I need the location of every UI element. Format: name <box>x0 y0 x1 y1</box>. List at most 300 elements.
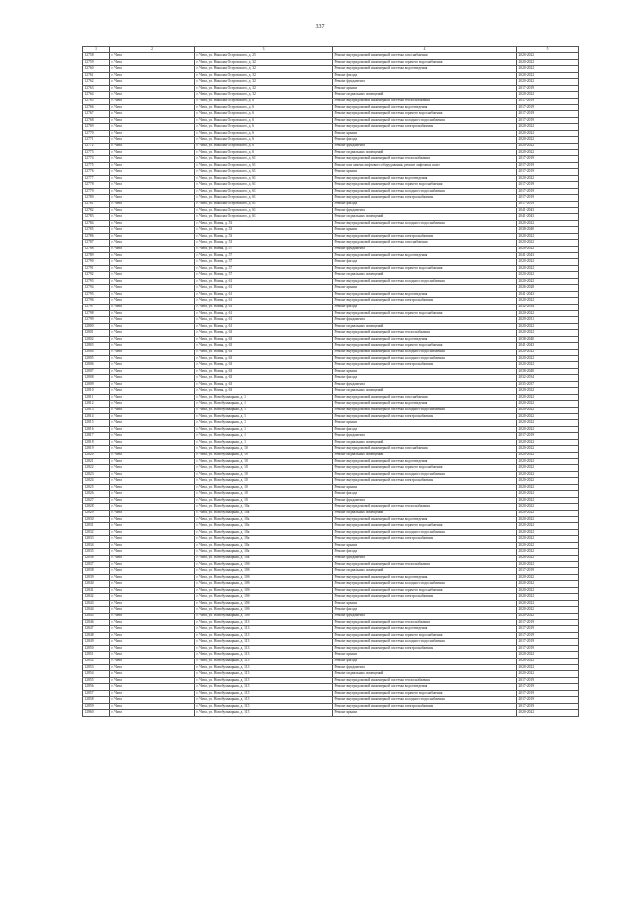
address-cell: г. Чита, ул. Николая Островского, д. 25 <box>195 53 333 59</box>
address-cell: г. Чита, ул. Новобульварная, д. 115 <box>195 684 333 690</box>
locality-cell: г. Чита <box>110 484 195 490</box>
row-number-cell: 12771 <box>83 137 110 143</box>
row-number-cell: 12852 <box>83 658 110 664</box>
row-number-cell: 12782 <box>83 207 110 213</box>
row-number-cell: 12798 <box>83 310 110 316</box>
address-cell: г. Чита, ул. Новая, д. 63 <box>195 375 333 381</box>
period-cell: 2020-2022 <box>517 426 579 432</box>
address-cell: г. Чита, ул. Николая Островского, д. 32 <box>195 85 333 91</box>
period-cell: 2020-2022 <box>517 607 579 613</box>
header-cell: 1 <box>83 47 110 53</box>
locality-cell: г. Чита <box>110 272 195 278</box>
address-cell: г. Чита, ул. Новобульварная, д. 10б <box>195 562 333 568</box>
period-cell: 2020-2022 <box>517 581 579 587</box>
address-cell: г. Чита, ул. Новобульварная, д. 113 <box>195 639 333 645</box>
locality-cell: г. Чита <box>110 162 195 168</box>
address-cell: г. Чита, ул. Николая Островского, д. 61 <box>195 169 333 175</box>
locality-cell: г. Чита <box>110 652 195 658</box>
period-cell: 2020-2022 <box>517 265 579 271</box>
work-type-cell: Ремонт фундамента <box>333 665 517 671</box>
locality-cell: г. Чита <box>110 137 195 143</box>
locality-cell: г. Чита <box>110 72 195 78</box>
address-cell: г. Чита, ул. Николая Островского, д. 32 <box>195 59 333 65</box>
work-type-cell: Ремонт фасада <box>333 259 517 265</box>
locality-cell: г. Чита <box>110 195 195 201</box>
row-number-cell: 12828 <box>83 504 110 510</box>
row-number-cell: 12826 <box>83 491 110 497</box>
address-cell: г. Чита, ул. Николая Островского, д. 32 <box>195 79 333 85</box>
locality-cell: г. Чита <box>110 310 195 316</box>
work-type-cell: Ремонт внутридомовой инженерной системы холодного водоснабжения <box>333 349 517 355</box>
period-cell: 2020-2022 <box>517 150 579 156</box>
locality-cell: г. Чита <box>110 465 195 471</box>
row-number-cell: 12847 <box>83 626 110 632</box>
address-cell: г. Чита, ул. Новая, д. 53 <box>195 220 333 226</box>
address-cell: г. Чита, ул. Новая, д. 61 <box>195 298 333 304</box>
address-cell: г. Чита, ул. Новобульварная, д. 10 <box>195 471 333 477</box>
period-cell: 2020-2022 <box>517 413 579 419</box>
row-number-cell: 12858 <box>83 697 110 703</box>
period-cell: 2020-2022 <box>517 246 579 252</box>
locality-cell: г. Чита <box>110 291 195 297</box>
address-cell: г. Чита, ул. Николая Островского, д. 61 <box>195 162 333 168</box>
work-type-cell: Ремонт фундамента <box>333 79 517 85</box>
locality-cell: г. Чита <box>110 59 195 65</box>
row-number-cell: 12779 <box>83 188 110 194</box>
locality-cell: г. Чита <box>110 587 195 593</box>
locality-cell: г. Чита <box>110 710 195 716</box>
locality-cell: г. Чита <box>110 433 195 439</box>
row-number-cell: 12769 <box>83 124 110 130</box>
address-cell: г. Чита, ул. Новобульварная, д. 113 <box>195 626 333 632</box>
period-cell: 2020-2022 <box>517 259 579 265</box>
locality-cell: г. Чита <box>110 420 195 426</box>
work-type-cell: Ремонт внутридомовой инженерной системы электроснабжения <box>333 362 517 368</box>
locality-cell: г. Чита <box>110 253 195 259</box>
address-cell: г. Чита, ул. Новая, д. 61 <box>195 323 333 329</box>
period-cell: 2020-2022 <box>517 59 579 65</box>
row-number-cell: 12778 <box>83 182 110 188</box>
period-cell: 2020-2022 <box>517 330 579 336</box>
work-type-cell: Ремонт подвальных помещений <box>333 272 517 278</box>
address-cell: г. Чита, ул. Новобульварная, д. 10а <box>195 542 333 548</box>
address-cell: г. Чита, ул. Новая, д. 61 <box>195 310 333 316</box>
row-number-cell: 12766 <box>83 104 110 110</box>
locality-cell: г. Чита <box>110 613 195 619</box>
row-number-cell: 12813 <box>83 407 110 413</box>
work-type-cell: Ремонт фундамента <box>333 433 517 439</box>
period-cell: 2041-2043 <box>517 291 579 297</box>
period-cell: 2017-2019 <box>517 568 579 574</box>
address-cell: г. Чита, ул. Новая, д. 53 <box>195 240 333 246</box>
work-type-cell: Ремонт фасада <box>333 375 517 381</box>
row-number-cell: 12776 <box>83 169 110 175</box>
row-number-cell: 12777 <box>83 175 110 181</box>
work-type-cell: Ремонт фасада <box>333 137 517 143</box>
address-cell: г. Чита, ул. Николая Островского, д. 61 <box>195 188 333 194</box>
page-number: 337 <box>315 24 325 30</box>
address-cell: г. Чита, ул. Новая, д. 57 <box>195 265 333 271</box>
locality-cell: г. Чита <box>110 658 195 664</box>
row-number-cell: 12774 <box>83 156 110 162</box>
work-type-cell: Ремонт фасада <box>333 658 517 664</box>
work-type-cell: Ремонт внутридомовой инженерной системы холодного водоснабжения <box>333 639 517 645</box>
locality-cell: г. Чита <box>110 471 195 477</box>
address-cell: г. Чита, ул. Новая, д. 57 <box>195 272 333 278</box>
row-number-cell: 12822 <box>83 465 110 471</box>
row-number-cell: 12834 <box>83 542 110 548</box>
address-cell: г. Чита, ул. Новобульварная, д. 10а <box>195 510 333 516</box>
locality-cell: г. Чита <box>110 504 195 510</box>
work-type-cell: Ремонт внутридомовой инженерной системы электроснабжения <box>333 536 517 542</box>
work-type-cell: Ремонт внутридомовой инженерной системы электроснабжения <box>333 594 517 600</box>
period-cell: 2020-2022 <box>517 310 579 316</box>
period-cell: 2020-2022 <box>517 484 579 490</box>
row-number-cell: 12844 <box>83 607 110 613</box>
address-cell: г. Чита, ул. Новобульварная, д. 113 <box>195 671 333 677</box>
locality-cell: г. Чита <box>110 304 195 310</box>
work-type-cell: Ремонт внутридомовой инженерной системы холодного водоснабжения <box>333 407 517 413</box>
locality-cell: г. Чита <box>110 452 195 458</box>
work-type-cell: Ремонт внутридомовой инженерной системы холодного водоснабжения <box>333 529 517 535</box>
address-cell: г. Чита, ул. Николая Островского, д. 6 <box>195 98 333 104</box>
row-number-cell: 12808 <box>83 375 110 381</box>
address-cell: г. Чита, ул. Новобульварная, д. 10 <box>195 478 333 484</box>
period-cell: 2020-2022 <box>517 356 579 362</box>
row-number-cell: 12849 <box>83 639 110 645</box>
address-cell: г. Чита, ул. Николая Островского, д. 32 <box>195 72 333 78</box>
period-cell: 2020-2022 <box>517 710 579 716</box>
address-cell: г. Чита, ул. Новобульварная, д. 10б <box>195 607 333 613</box>
work-type-cell: Ремонт внутридомовой инженерной системы водоотведения <box>333 574 517 580</box>
locality-cell: г. Чита <box>110 214 195 220</box>
work-type-cell: Ремонт фасада <box>333 304 517 310</box>
row-number-cell: 12765 <box>83 98 110 104</box>
period-cell: 2035-2037 <box>517 381 579 387</box>
locality-cell: г. Чита <box>110 368 195 374</box>
period-cell: 2020-2022 <box>517 671 579 677</box>
period-cell: 2020-2022 <box>517 523 579 529</box>
row-number-cell: 12835 <box>83 549 110 555</box>
work-type-cell: Ремонт подвальных помещений <box>333 568 517 574</box>
work-type-cell: Ремонт крыши <box>333 285 517 291</box>
period-cell: 2029-2031 <box>517 317 579 323</box>
period-cell: 2020-2022 <box>517 555 579 561</box>
locality-cell: г. Чита <box>110 124 195 130</box>
row-number-cell: 12773 <box>83 150 110 156</box>
address-cell: г. Чита, ул. Новая, д. 63 <box>195 368 333 374</box>
locality-cell: г. Чита <box>110 233 195 239</box>
work-type-cell: Ремонт внутридомовой инженерной системы газоснабжения <box>333 240 517 246</box>
locality-cell: г. Чита <box>110 182 195 188</box>
period-cell: 2017-2019 <box>517 156 579 162</box>
period-cell: 2041-2043 <box>517 214 579 220</box>
period-cell: 2017-2019 <box>517 111 579 117</box>
period-cell: 2020-2022 <box>517 459 579 465</box>
locality-cell: г. Чита <box>110 703 195 709</box>
row-number-cell: 12823 <box>83 471 110 477</box>
row-number-cell: 12794 <box>83 285 110 291</box>
work-type-cell: Ремонт крыши <box>333 368 517 374</box>
period-cell: 2020-2022 <box>517 497 579 503</box>
work-type-cell: Ремонт фундамента <box>333 613 517 619</box>
period-cell: 2020-2022 <box>517 388 579 394</box>
address-cell: г. Чита, ул. Новая, д. 61 <box>195 285 333 291</box>
row-number-cell: 12846 <box>83 619 110 625</box>
period-cell: 2017-2019 <box>517 98 579 104</box>
address-cell: г. Чита, ул. Новобульварная, д. 10б <box>195 594 333 600</box>
address-cell: г. Чита, ул. Новобульварная, д. 1 <box>195 439 333 445</box>
address-cell: г. Чита, ул. Николая Островского, д. 6 <box>195 143 333 149</box>
row-number-cell: 12781 <box>83 201 110 207</box>
period-cell: 2020-2022 <box>517 92 579 98</box>
row-number-cell: 12843 <box>83 600 110 606</box>
period-cell: 2017-2019 <box>517 684 579 690</box>
period-cell: 2020-2022 <box>517 574 579 580</box>
period-cell: 2020-2022 <box>517 658 579 664</box>
locality-cell: г. Чита <box>110 85 195 91</box>
work-type-cell: Ремонт внутридомовой инженерной системы электроснабжения <box>333 703 517 709</box>
locality-cell: г. Чита <box>110 626 195 632</box>
work-type-cell: Ремонт внутридомовой инженерной системы теплоснабжения <box>333 619 517 625</box>
locality-cell: г. Чита <box>110 285 195 291</box>
address-cell: г. Чита, ул. Николая Островского, д. 6 <box>195 117 333 123</box>
locality-cell: г. Чита <box>110 446 195 452</box>
period-cell: 2020-2022 <box>517 298 579 304</box>
row-number-cell: 12795 <box>83 291 110 297</box>
address-cell: г. Чита, ул. Новая, д. 61 <box>195 304 333 310</box>
period-cell: 2020-2022 <box>517 600 579 606</box>
period-cell: 2017-2019 <box>517 626 579 632</box>
work-type-cell: Ремонт внутридомовой инженерной системы горячего водоснабжения <box>333 182 517 188</box>
locality-cell: г. Чита <box>110 188 195 194</box>
work-type-cell: Ремонт внутридомовой инженерной системы электроснабжения <box>333 298 517 304</box>
work-type-cell: Ремонт внутридомовой инженерной системы электроснабжения <box>333 233 517 239</box>
locality-cell: г. Чита <box>110 220 195 226</box>
period-cell: 2017-2019 <box>517 433 579 439</box>
row-number-cell: 12793 <box>83 278 110 284</box>
period-cell: 2017-2019 <box>517 632 579 638</box>
locality-cell: г. Чита <box>110 201 195 207</box>
address-cell: г. Чита, ул. Новобульварная, д. 1 <box>195 413 333 419</box>
address-cell: г. Чита, ул. Новая, д. 63 <box>195 362 333 368</box>
work-type-cell: Ремонт внутридомовой инженерной системы водоотведения <box>333 175 517 181</box>
locality-cell: г. Чита <box>110 240 195 246</box>
locality-cell: г. Чита <box>110 150 195 156</box>
row-number-cell: 12854 <box>83 671 110 677</box>
row-number-cell: 12819 <box>83 446 110 452</box>
work-type-cell: Ремонт внутридомовой инженерной системы холодного водоснабжения <box>333 278 517 284</box>
work-type-cell: Ремонт внутридомовой инженерной системы горячего водоснабжения <box>333 265 517 271</box>
row-number-cell: 12831 <box>83 523 110 529</box>
address-cell: г. Чита, ул. Новобульварная, д. 113 <box>195 645 333 651</box>
address-cell: г. Чита, ул. Новобульварная, д. 1 <box>195 433 333 439</box>
work-type-cell: Ремонт внутридомовой инженерной системы холодного водоснабжения <box>333 188 517 194</box>
work-type-cell: Ремонт фасада <box>333 201 517 207</box>
address-cell: г. Чита, ул. Новая, д. 53 <box>195 227 333 233</box>
row-number-cell: 12761 <box>83 72 110 78</box>
address-cell: г. Чита, ул. Новобульварная, д. 1 <box>195 401 333 407</box>
row-number-cell: 12812 <box>83 401 110 407</box>
work-type-cell: Ремонт подвальных помещений <box>333 452 517 458</box>
address-cell: г. Чита, ул. Новобульварная, д. 10а <box>195 523 333 529</box>
period-cell: 2020-2022 <box>517 542 579 548</box>
work-type-cell: Ремонт крыши <box>333 710 517 716</box>
work-type-cell: Ремонт внутридомовой инженерной системы водоотведения <box>333 459 517 465</box>
work-type-cell: Ремонт фасада <box>333 72 517 78</box>
address-cell: г. Чита, ул. Николая Островского, д. 6 <box>195 130 333 136</box>
period-cell: 2020-2022 <box>517 130 579 136</box>
address-cell: г. Чита, ул. Новобульварная, д. 10 <box>195 465 333 471</box>
locality-cell: г. Чита <box>110 697 195 703</box>
row-number-cell: 12850 <box>83 645 110 651</box>
row-number-cell: 12759 <box>83 59 110 65</box>
header-cell: 4 <box>333 47 517 53</box>
row-number-cell: 12791 <box>83 265 110 271</box>
locality-cell: г. Чита <box>110 388 195 394</box>
locality-cell: г. Чита <box>110 336 195 342</box>
period-cell: 2020-2022 <box>517 510 579 516</box>
table-row <box>83 710 579 716</box>
row-number-cell: 12801 <box>83 330 110 336</box>
address-cell: г. Чита, ул. Николая Островского, д. 32 <box>195 66 333 72</box>
address-cell: г. Чита, ул. Новобульварная, д. 10 <box>195 484 333 490</box>
period-cell: 2020-2022 <box>517 362 579 368</box>
address-cell: г. Чита, ул. Новая, д. 63 <box>195 349 333 355</box>
locality-cell: г. Чита <box>110 607 195 613</box>
row-number-cell: 12839 <box>83 574 110 580</box>
work-type-cell: Ремонт внутридомовой инженерной системы водоотведения <box>333 516 517 522</box>
row-number-cell: 12806 <box>83 362 110 368</box>
address-cell: г. Чита, ул. Новая, д. 63 <box>195 381 333 387</box>
period-cell: 2020-2022 <box>517 504 579 510</box>
period-cell: 2032-2034 <box>517 375 579 381</box>
work-type-cell: Ремонт крыши <box>333 169 517 175</box>
period-cell: 2017-2019 <box>517 703 579 709</box>
row-number-cell: 12802 <box>83 336 110 342</box>
work-type-cell: Ремонт крыши <box>333 542 517 548</box>
row-number-cell: 12825 <box>83 484 110 490</box>
repair-schedule-table <box>82 46 579 717</box>
period-cell: 2041-2043 <box>517 207 579 213</box>
locality-cell: г. Чита <box>110 426 195 432</box>
row-number-cell: 12856 <box>83 684 110 690</box>
locality-cell: г. Чита <box>110 227 195 233</box>
address-cell: г. Чита, ул. Новобульварная, д. 10а <box>195 536 333 542</box>
work-type-cell: Ремонт внутридомовой инженерной системы теплоснабжения <box>333 98 517 104</box>
period-cell: 2020-2022 <box>517 66 579 72</box>
work-type-cell: Ремонт крыши <box>333 652 517 658</box>
locality-cell: г. Чита <box>110 349 195 355</box>
work-type-cell: Ремонт внутридомовой инженерной системы водоотведения <box>333 104 517 110</box>
work-type-cell: Ремонт подвальных помещений <box>333 671 517 677</box>
address-cell: г. Чита, ул. Новобульварная, д. 113 <box>195 658 333 664</box>
period-cell: 2020-2022 <box>517 79 579 85</box>
address-cell: г. Чита, ул. Николая Островского, д. 61 <box>195 175 333 181</box>
locality-cell: г. Чита <box>110 413 195 419</box>
row-number-cell: 12772 <box>83 143 110 149</box>
locality-cell: г. Чита <box>110 491 195 497</box>
period-cell: 2020-2022 <box>517 143 579 149</box>
row-number-cell: 12811 <box>83 394 110 400</box>
period-cell: 2017-2019 <box>517 182 579 188</box>
row-number-cell: 12821 <box>83 459 110 465</box>
row-number-cell: 12786 <box>83 233 110 239</box>
row-number-cell: 12820 <box>83 452 110 458</box>
locality-cell: г. Чита <box>110 600 195 606</box>
locality-cell: г. Чита <box>110 66 195 72</box>
work-type-cell: Ремонт внутридомовой инженерной системы горячего водоснабжения <box>333 111 517 117</box>
address-cell: г. Чита, ул. Новобульварная, д. 1 <box>195 394 333 400</box>
locality-cell: г. Чита <box>110 645 195 651</box>
work-type-cell: Ремонт фундамента <box>333 143 517 149</box>
locality-cell: г. Чита <box>110 401 195 407</box>
work-type-cell: Ремонт внутридомовой инженерной системы холодного водоснабжения <box>333 697 517 703</box>
row-number-cell: 12758 <box>83 53 110 59</box>
address-cell: г. Чита, ул. Новая, д. 61 <box>195 278 333 284</box>
locality-cell: г. Чита <box>110 665 195 671</box>
row-number-cell: 12845 <box>83 613 110 619</box>
locality-cell: г. Чита <box>110 529 195 535</box>
work-type-cell: Ремонт или замена лифтового оборудования, ремонт лифтовых шахт <box>333 162 517 168</box>
work-type-cell: Ремонт внутридомовой инженерной системы электроснабжения <box>333 478 517 484</box>
period-cell: 2020-2022 <box>517 124 579 130</box>
work-type-cell: Ремонт фасада <box>333 549 517 555</box>
row-number-cell: 12836 <box>83 555 110 561</box>
work-type-cell: Ремонт внутридомовой инженерной системы холодного водоснабжения <box>333 471 517 477</box>
address-cell: г. Чита, ул. Новобульварная, д. 10 <box>195 497 333 503</box>
row-number-cell: 12838 <box>83 568 110 574</box>
row-number-cell: 12780 <box>83 195 110 201</box>
work-type-cell: Ремонт фундамента <box>333 497 517 503</box>
address-cell: г. Чита, ул. Николая Островского, д. 6 <box>195 111 333 117</box>
locality-cell: г. Чита <box>110 478 195 484</box>
address-cell: г. Чита, ул. Новобульварная, д. 10б <box>195 568 333 574</box>
locality-cell: г. Чита <box>110 439 195 445</box>
locality-cell: г. Чита <box>110 298 195 304</box>
period-cell: 2017-2019 <box>517 162 579 168</box>
work-type-cell: Ремонт подвальных помещений <box>333 214 517 220</box>
work-type-cell: Ремонт внутридомовой инженерной системы теплоснабжения <box>333 562 517 568</box>
period-cell: 2020-2022 <box>517 529 579 535</box>
address-cell: г. Чита, ул. Новобульварная, д. 1 <box>195 420 333 426</box>
row-number-cell: 12832 <box>83 529 110 535</box>
address-cell: г. Чита, ул. Новобульварная, д. 113 <box>195 652 333 658</box>
work-type-cell: Ремонт внутридомовой инженерной системы холодного водоснабжения <box>333 220 517 226</box>
locality-cell: г. Чита <box>110 684 195 690</box>
row-number-cell: 12830 <box>83 516 110 522</box>
period-cell: 2020-2022 <box>517 549 579 555</box>
period-cell: 2017-2019 <box>517 104 579 110</box>
address-cell: г. Чита, ул. Новобульварная, д. 10 <box>195 459 333 465</box>
locality-cell: г. Чита <box>110 394 195 400</box>
period-cell: 2020-2022 <box>517 233 579 239</box>
row-number-cell: 12859 <box>83 703 110 709</box>
work-type-cell: Ремонт подвальных помещений <box>333 439 517 445</box>
period-cell: 2026-2028 <box>517 285 579 291</box>
row-number-cell: 12796 <box>83 298 110 304</box>
work-type-cell: Ремонт внутридомовой инженерной системы теплоснабжения <box>333 504 517 510</box>
period-cell: 2020-2022 <box>517 446 579 452</box>
row-number-cell: 12848 <box>83 632 110 638</box>
locality-cell: г. Чита <box>110 594 195 600</box>
work-type-cell: Ремонт внутридомовой инженерной системы электроснабжения <box>333 413 517 419</box>
locality-cell: г. Чита <box>110 562 195 568</box>
period-cell: 2017-2019 <box>517 85 579 91</box>
row-number-cell: 12784 <box>83 220 110 226</box>
row-number-cell: 12815 <box>83 420 110 426</box>
work-type-cell: Ремонт внутридомовой инженерной системы горячего водоснабжения <box>333 310 517 316</box>
